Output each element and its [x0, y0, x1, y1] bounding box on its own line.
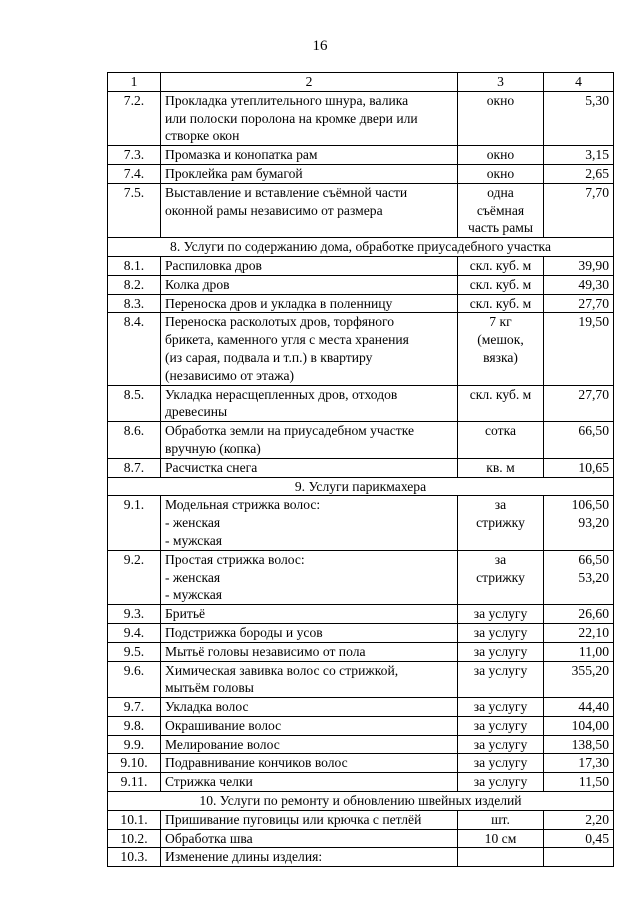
item-number: 9.3.	[108, 605, 161, 624]
description-line: (независимо от этажа)	[165, 367, 295, 383]
description-line: Окрашивание волос	[165, 717, 282, 733]
description-line: Переноска дров и укладка в поленницу	[165, 295, 393, 311]
unit-line: за	[494, 551, 507, 567]
description-line: - мужская	[165, 587, 223, 603]
description-line: Укладка волос	[165, 699, 249, 715]
item-description	[161, 735, 458, 754]
description-line: Колка дров	[165, 276, 230, 292]
price-line: 106,50	[571, 497, 609, 513]
description-line: створке окон	[165, 128, 240, 144]
item-price: 0,45	[544, 829, 614, 848]
price-line: 66,50	[578, 551, 609, 567]
description-line: Модельная стрижка волос:	[165, 497, 321, 513]
description-line: или полоски поролона на кромке двери или	[165, 110, 418, 126]
table-row	[108, 91, 614, 145]
item-price: 17,30	[544, 754, 614, 773]
section-row	[108, 477, 614, 496]
table-row	[108, 661, 614, 698]
item-price	[544, 848, 614, 867]
description-line: Мелирование волос	[165, 736, 280, 752]
description-line: Расчистка снега	[165, 459, 258, 475]
item-price: 3,15	[544, 146, 614, 165]
description-line: - женская	[165, 569, 221, 585]
unit-line: за услугу	[473, 774, 528, 790]
description-line: Подравнивание кончиков волос	[165, 755, 348, 771]
table-row	[108, 164, 614, 183]
item-number: 8.1.	[108, 256, 161, 275]
item-number: 9.11.	[108, 773, 161, 792]
header-cell-2: 2	[161, 73, 458, 92]
item-description	[161, 294, 458, 313]
header-row	[108, 73, 614, 92]
item-price: 66,50	[544, 422, 614, 459]
description-line: Обработка шва	[165, 830, 253, 846]
item-number: 9.5.	[108, 642, 161, 661]
item-unit	[458, 716, 544, 735]
item-number: 7.2.	[108, 91, 161, 145]
description-line: брикета, каменного угля с места хранения	[165, 332, 409, 348]
item-unit	[458, 422, 544, 459]
item-number: 7.5.	[108, 183, 161, 237]
description-line: - мужская	[165, 532, 223, 548]
item-description	[161, 385, 458, 422]
item-unit	[458, 496, 544, 550]
item-unit	[458, 550, 544, 604]
unit-line: 7 кг	[489, 314, 512, 330]
item-number: 7.3.	[108, 146, 161, 165]
price-table	[107, 72, 614, 867]
unit-line: шт.	[491, 811, 510, 827]
item-description	[161, 550, 458, 604]
item-price: 5,30	[544, 91, 614, 145]
description-line: Обработка земли на приусадебном участке	[165, 423, 415, 439]
unit-line: скл. куб. м	[469, 257, 532, 273]
item-unit	[458, 698, 544, 717]
item-description	[161, 698, 458, 717]
table-row	[108, 146, 614, 165]
item-description	[161, 256, 458, 275]
item-price	[544, 496, 614, 550]
item-unit	[458, 661, 544, 698]
unit-line: 10 см	[484, 830, 517, 846]
item-unit	[458, 848, 544, 867]
item-description	[161, 605, 458, 624]
table-row	[108, 183, 614, 237]
item-description	[161, 642, 458, 661]
item-price: 22,10	[544, 623, 614, 642]
table-row	[108, 605, 614, 624]
item-number: 9.1.	[108, 496, 161, 550]
item-unit	[458, 735, 544, 754]
header-cell-4: 4	[544, 73, 614, 92]
item-price: 26,60	[544, 605, 614, 624]
description-line: Промазка и конопатка рам	[165, 147, 318, 163]
price-line: 53,20	[578, 569, 609, 585]
item-description	[161, 773, 458, 792]
item-price: 7,70	[544, 183, 614, 237]
table-row	[108, 294, 614, 313]
table-row	[108, 496, 614, 550]
description-line: - женская	[165, 515, 221, 531]
table-row	[108, 735, 614, 754]
price-line: 93,20	[578, 515, 609, 531]
item-price: 2,20	[544, 810, 614, 829]
table-row	[108, 275, 614, 294]
item-description	[161, 91, 458, 145]
item-description	[161, 164, 458, 183]
table-row	[108, 623, 614, 642]
item-unit	[458, 91, 544, 145]
table-row	[108, 642, 614, 661]
item-description	[161, 275, 458, 294]
table-row	[108, 550, 614, 604]
table-row	[108, 754, 614, 773]
unit-line: часть рамы	[467, 220, 533, 236]
item-unit	[458, 458, 544, 477]
unit-line: окно	[486, 165, 515, 181]
description-line: Пришивание пуговицы или крючка с петлёй	[165, 811, 422, 827]
item-number: 10.3.	[108, 848, 161, 867]
item-unit	[458, 313, 544, 385]
section-row	[108, 792, 614, 811]
description-line: Мытьё головы независимо от пола	[165, 643, 366, 659]
item-description	[161, 313, 458, 385]
item-price: 10,65	[544, 458, 614, 477]
item-unit	[458, 275, 544, 294]
item-unit	[458, 146, 544, 165]
item-price	[544, 550, 614, 604]
table-row	[108, 848, 614, 867]
item-description	[161, 829, 458, 848]
unit-line: за услугу	[473, 755, 528, 771]
table-row	[108, 810, 614, 829]
item-unit	[458, 605, 544, 624]
header-cell-1: 1	[108, 73, 161, 92]
unit-line: за услугу	[473, 717, 528, 733]
item-price: 27,70	[544, 294, 614, 313]
unit-line: за услугу	[473, 699, 528, 715]
item-number: 9.10.	[108, 754, 161, 773]
unit-line: за услугу	[473, 624, 528, 640]
unit-line: скл. куб. м	[469, 295, 532, 311]
item-description	[161, 716, 458, 735]
item-number: 9.8.	[108, 716, 161, 735]
unit-line: за услугу	[473, 643, 528, 659]
unit-line: сотка	[484, 423, 517, 439]
item-number: 10.2.	[108, 829, 161, 848]
description-line: мытьём головы	[165, 680, 254, 696]
item-description	[161, 810, 458, 829]
section-title: 9. Услуги парикмахера	[108, 477, 614, 496]
table-row	[108, 698, 614, 717]
item-unit	[458, 754, 544, 773]
unit-line: вязка)	[483, 349, 518, 365]
unit-line: съёмная	[476, 202, 525, 218]
table-row	[108, 773, 614, 792]
item-number: 8.6.	[108, 422, 161, 459]
item-number: 9.2.	[108, 550, 161, 604]
description-line: Простая стрижка волос:	[165, 551, 305, 567]
item-number: 7.4.	[108, 164, 161, 183]
description-line: вручную (копка)	[165, 440, 261, 456]
header-cell-3: 3	[458, 73, 544, 92]
description-line: Переноска расколотых дров, торфяного	[165, 314, 395, 330]
table-row	[108, 385, 614, 422]
unit-line: за услугу	[473, 662, 528, 678]
section-title: 10. Услуги по ремонту и обновлению швейных изделий	[108, 792, 614, 811]
item-unit	[458, 164, 544, 183]
item-price: 49,30	[544, 275, 614, 294]
description-line: Бритьё	[165, 606, 206, 622]
item-price: 19,50	[544, 313, 614, 385]
description-line: Прокладка утеплительного шнура, валика	[165, 92, 409, 108]
item-description	[161, 661, 458, 698]
table-row	[108, 716, 614, 735]
item-unit	[458, 385, 544, 422]
item-description	[161, 754, 458, 773]
item-number: 8.3.	[108, 294, 161, 313]
item-price: 44,40	[544, 698, 614, 717]
item-number: 9.6.	[108, 661, 161, 698]
table-row	[108, 313, 614, 385]
description-line: Химическая завивка волос со стрижкой,	[165, 662, 399, 678]
description-line: древесины	[165, 404, 228, 420]
table-row	[108, 422, 614, 459]
item-unit	[458, 773, 544, 792]
unit-spacer	[462, 367, 539, 385]
page-number: 16	[312, 38, 328, 54]
unit-line: скл. куб. м	[469, 276, 532, 292]
item-unit	[458, 829, 544, 848]
item-price: 39,90	[544, 256, 614, 275]
item-description	[161, 422, 458, 459]
description-line: Укладка нерасщепленных дров, отходов	[165, 386, 398, 402]
unit-line: (мешок,	[477, 332, 524, 348]
item-number: 9.9.	[108, 735, 161, 754]
item-number: 8.2.	[108, 275, 161, 294]
item-description	[161, 496, 458, 550]
item-description	[161, 623, 458, 642]
section-title: 8. Услуги по содержанию дома, обработке приусадебного участка	[108, 238, 614, 257]
item-unit	[458, 183, 544, 237]
item-description	[161, 183, 458, 237]
description-line: оконной рамы независимо от размера	[165, 202, 383, 218]
item-number: 8.7.	[108, 458, 161, 477]
unit-line: кв. м	[486, 459, 515, 475]
unit-line: стрижку	[476, 569, 525, 585]
item-number: 10.1.	[108, 810, 161, 829]
description-line: Распиловка дров	[165, 257, 262, 273]
price-table-body	[108, 73, 614, 867]
unit-line: одна	[487, 184, 514, 200]
item-unit	[458, 642, 544, 661]
unit-line: за	[494, 497, 507, 513]
description-line: Проклейка рам бумагой	[165, 165, 303, 181]
item-price: 104,00	[544, 716, 614, 735]
unit-line: окно	[486, 147, 515, 163]
description-line: Подстрижка бороды и усов	[165, 624, 323, 640]
description-line: (из сарая, подвала и т.п.) в квартиру	[165, 349, 373, 365]
item-number: 8.5.	[108, 385, 161, 422]
item-price: 11,50	[544, 773, 614, 792]
item-price: 2,65	[544, 164, 614, 183]
description-line: Выставление и вставление съёмной части	[165, 184, 408, 200]
item-unit	[458, 623, 544, 642]
unit-line: за услугу	[473, 736, 528, 752]
item-unit	[458, 294, 544, 313]
item-price: 27,70	[544, 385, 614, 422]
item-price: 138,50	[544, 735, 614, 754]
section-row	[108, 238, 614, 257]
item-unit	[458, 810, 544, 829]
table-row	[108, 458, 614, 477]
item-price: 11,00	[544, 642, 614, 661]
item-price: 355,20	[544, 661, 614, 698]
table-row	[108, 829, 614, 848]
unit-line: стрижку	[476, 515, 525, 531]
table-row	[108, 256, 614, 275]
unit-line: за услугу	[473, 606, 528, 622]
unit-line: скл. куб. м	[469, 386, 532, 402]
item-description	[161, 848, 458, 867]
item-number: 9.7.	[108, 698, 161, 717]
item-number: 8.4.	[108, 313, 161, 385]
item-unit	[458, 256, 544, 275]
item-description	[161, 458, 458, 477]
description-line: Изменение длины изделия:	[165, 849, 323, 865]
description-line: Стрижка челки	[165, 774, 253, 790]
unit-line: окно	[486, 92, 515, 108]
item-number: 9.4.	[108, 623, 161, 642]
item-description	[161, 146, 458, 165]
